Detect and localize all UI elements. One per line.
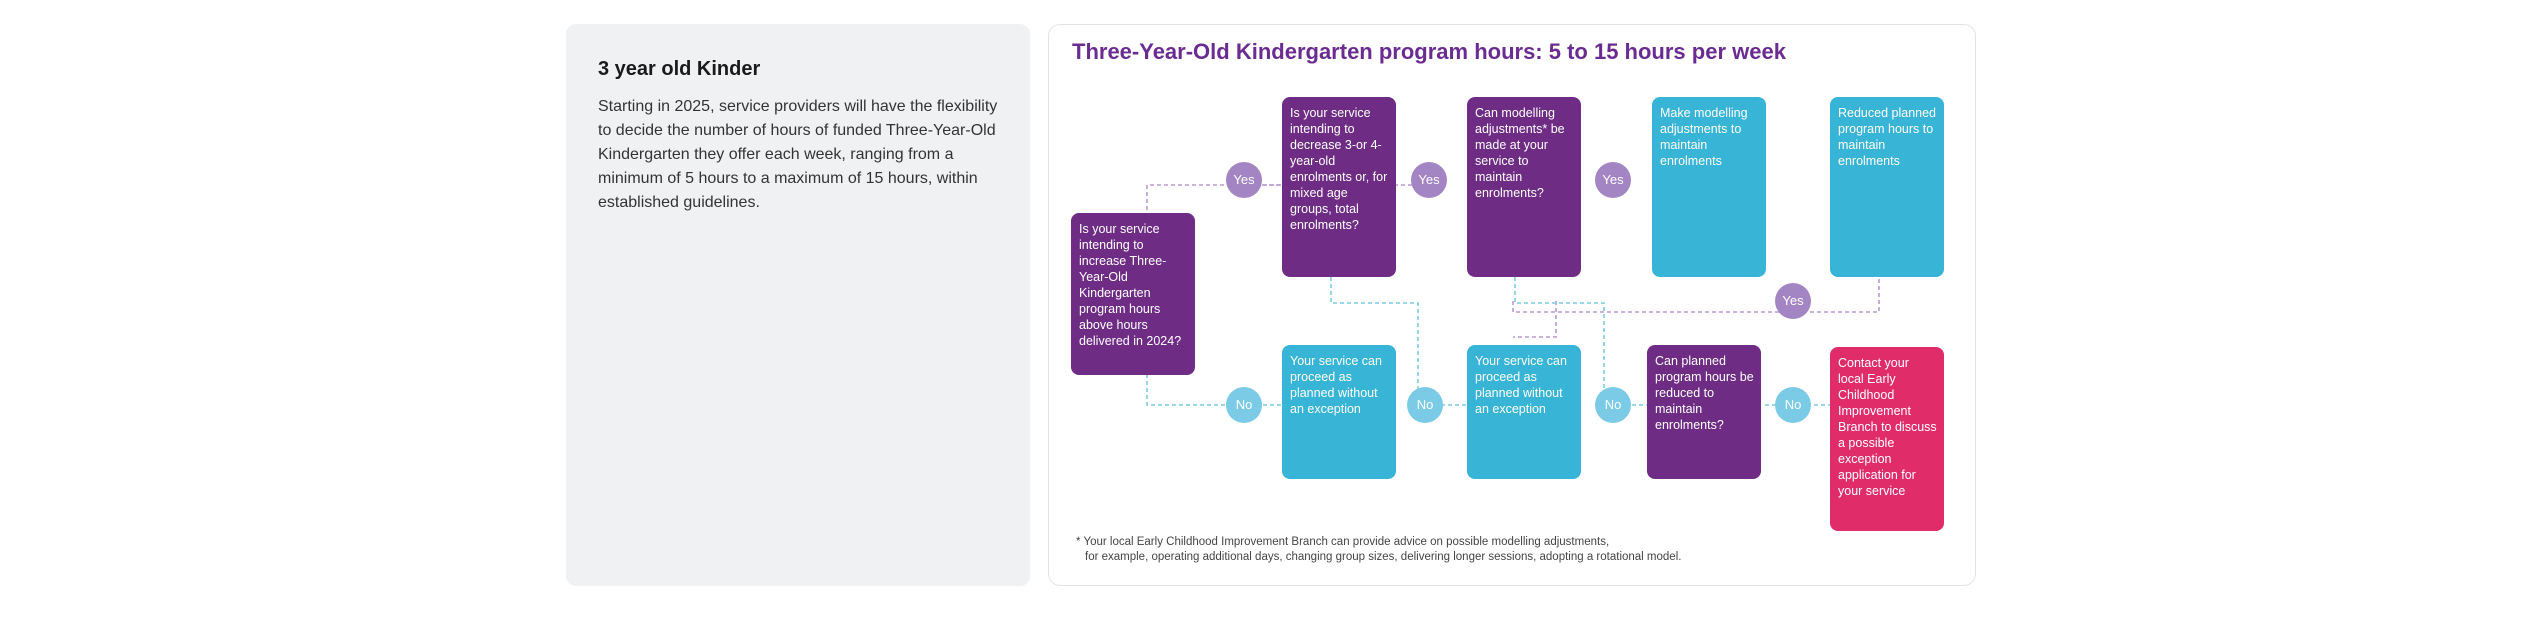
node-q-reduce-text: Can planned program hours be reduced to maintain enrolments?: [1655, 354, 1754, 432]
diagram-card: [1048, 24, 1976, 586]
badge-no-1-label: No: [1235, 397, 1253, 412]
node-reduced-hours-text: Reduced planned program hours to maintain enrolments: [1838, 106, 1936, 168]
footnote: [1076, 535, 1681, 565]
info-title: 3 year old Kinder: [598, 58, 761, 80]
node-q-decrease-text: Is your service intending to decrease 3-or 4-year-old enrolments or, for mixed age groups, total enrolments?: [1290, 106, 1388, 232]
footnote-line-1: * Your local Early Childhood Improvement Branch can provide advice on possible modelling adjustments,: [1076, 536, 1610, 548]
node-q-modelling-text: Can modelling adjustments* be made at your service to maintain enrolments?: [1475, 106, 1565, 200]
footnote-line-2: for example, operating additional days, changing group sizes, delivering longer sessions, adopting a rotational model.: [1085, 551, 1682, 563]
badge-no-3-label: No: [1604, 397, 1622, 412]
badge-yes-1-label: Yes: [1233, 172, 1255, 187]
node-proceed-1-text: Your service can proceed as planned without an exception: [1290, 354, 1382, 416]
node-q-increase-text: Is your service intending to increase Three-Year-Old Kindergarten program hours above hours delivered in 2024?: [1079, 222, 1182, 348]
badge-yes-3-label: Yes: [1602, 172, 1624, 187]
diagram-title: Three-Year-Old Kindergarten program hours: 5 to 15 hours per week: [1072, 39, 1786, 64]
info-body: Starting in 2025, service providers will have the flexibility to decide the number of hours of funded Three-Year-Old Kindergarten they offer each week, ranging from a minimum of 5 hours to a maximum of 15 hours, within established guidelines.: [598, 98, 998, 211]
node-make-modelling-text: Make modelling adjustments to maintain enrolments: [1660, 106, 1748, 168]
connector-reduce-yes: [1513, 301, 1556, 337]
badge-no-4-label: No: [1784, 397, 1802, 412]
node-proceed-2-text: Your service can proceed as planned without an exception: [1475, 354, 1567, 416]
badge-yes-2-label: Yes: [1418, 172, 1440, 187]
badge-no-2-label: No: [1416, 397, 1434, 412]
info-card: [566, 24, 1030, 586]
node-contact-text: Contact your local Early Childhood Improvement Branch to discuss a possible exception application for your service: [1838, 356, 1937, 498]
connector-reduce-yes-2: [1513, 277, 1879, 312]
badge-yes-4-label: Yes: [1782, 293, 1804, 308]
